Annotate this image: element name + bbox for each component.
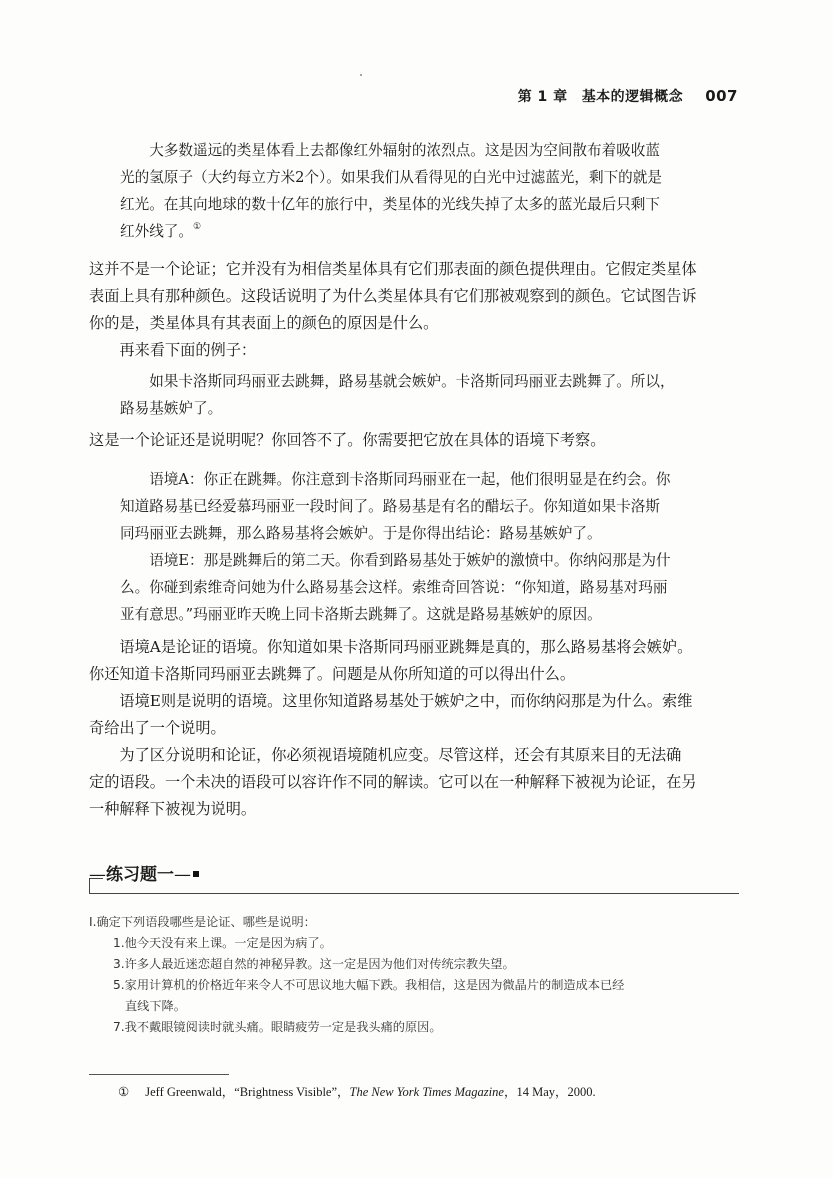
footnote-ref: ① — [192, 222, 202, 232]
context-a-line: 同玛丽亚去跳舞，那么路易基将会嫉妒。于是你得出结论：路易基嫉妒了。 — [120, 525, 602, 542]
exercise-item: 5.家用计算机的价格近年来令人不可思议地大幅下跌。我相信，这是因为微晶片的制造成本已经 — [113, 978, 625, 992]
paragraph-not-argument — [89, 256, 759, 364]
heading-dash-icon: — — [174, 865, 191, 885]
context-a-line: 知道路易基已经爱慕玛丽亚一段时间了。路易基是有名的醋坛子。你知道如果卡洛斯 — [120, 498, 660, 515]
quote-line — [120, 218, 750, 245]
page-number: 007 — [705, 87, 738, 105]
text-line: 定的语段。一个未决的语段可以容许作不同的解读。它可以在一种解释下被视为论证，在另 — [89, 773, 697, 791]
footnote-author: Jeff Greenwald，“Brightness Visible”， — [145, 1085, 350, 1099]
text-line: 奇给出了一个说明。 — [89, 719, 226, 737]
quote-line: 光的氢原子（大约每立方米2个）。如果我们从看得见的白光中过滤蓝光，剩下的就是 — [120, 169, 662, 186]
heading-rule — [89, 893, 739, 894]
exercise-item: 7.我不戴眼镜阅读时就头痛。眼睛疲劳一定是我头痛的原因。 — [113, 1020, 442, 1034]
scan-speck — [360, 74, 362, 76]
running-header — [518, 86, 738, 106]
footnote-rule — [89, 1074, 229, 1075]
text-line: 语境A是论证的语境。你知道如果卡洛斯同玛丽亚跳舞是真的，那么路易基将会嫉妒。 — [119, 638, 693, 656]
text-line: 一种解释下被视为说明。 — [89, 800, 257, 818]
footnote-marker: ① — [118, 1085, 130, 1099]
heading-rule — [89, 878, 90, 893]
footnote — [118, 1082, 596, 1100]
text-line: 再来看下面的例子： — [119, 341, 257, 359]
text-line: 你的是，类星体具有其表面上的颜色的原因是什么。 — [89, 314, 439, 332]
context-e-line: 语境E：那是跳舞后的第二天。你看到路易基处于嫉妒的激愤中。你纳闷那是为什 — [149, 552, 671, 569]
text-line: 你还知道卡洛斯同玛丽亚去跳舞了。问题是从你所知道的可以得出什么。 — [89, 665, 575, 683]
exercise-item: 3.许多人最近迷恋超自然的神秘异教。这一定是因为他们对传统宗教失望。 — [113, 957, 515, 971]
exercise-instruction: Ⅰ.确定下列语段哪些是论证、哪些是说明： — [89, 915, 316, 929]
heading-dash-icon: — — [89, 865, 106, 885]
exercise-list — [89, 912, 749, 1038]
quote-line: 红光。在其向地球的数十亿年的旅行中，类星体的光线失掉了太多的蓝光最后只剩下 — [120, 196, 660, 213]
quote-line: 路易基嫉妒了。 — [120, 400, 223, 417]
paragraph-contexts — [89, 634, 759, 823]
chapter-number: 第 1 章 — [517, 89, 568, 105]
quote-line: 大多数遥远的类星体看上去都像红外辐射的浓烈点。这是因为空间散布着吸收蓝 — [149, 142, 660, 159]
exercise-heading — [89, 864, 199, 886]
context-quotes — [120, 466, 750, 628]
heading-rule — [89, 878, 103, 879]
square-bullet-icon — [193, 871, 199, 877]
footnote-publication: The New York Times Magazine — [349, 1085, 504, 1099]
exercise-item: 1.他今天没有来上课。一定是因为病了。 — [113, 936, 332, 950]
text-line: 为了区分说明和论证，你必须视语境随机应变。尽管这样，还会有其原来目的无法确 — [119, 746, 682, 764]
text-line: 表面上具有那种颜色。这段话说明了为什么类星体具有它们那被观察到的颜色。它试图告诉 — [89, 287, 697, 305]
context-e-line: 么。你碰到索维奇问她为什么路易基会这样。索维奇回答说：“你知道，路易基对玛丽 — [120, 579, 668, 596]
quote-line-text: 红外线了。 — [120, 223, 193, 240]
quote-line: 如果卡洛斯同玛丽亚去跳舞，路易基就会嫉妒。卡洛斯同玛丽亚去跳舞了。所以， — [149, 373, 675, 390]
footnote-date: ，14 May，2000. — [503, 1085, 596, 1099]
exercise-heading-text: 练习题一 — [106, 865, 174, 885]
text-line: 语境E则是说明的语境。这里你知道路易基处于嫉妒之中，而你纳闷那是为什么。索维 — [119, 692, 693, 710]
carlos-quote — [120, 368, 750, 422]
context-a-line: 语境A：你正在跳舞。你注意到卡洛斯同玛丽亚在一起，他们很明显是在约会。你 — [149, 471, 671, 488]
quasar-quote — [120, 137, 750, 245]
exercise-item-continuation: 直线下降。 — [125, 999, 186, 1013]
paragraph-question — [89, 427, 759, 454]
text-line: 这是一个论证还是说明呢？你回答不了。你需要把它放在具体的语境下考察。 — [89, 431, 606, 449]
chapter-title: 基本的逻辑概念 — [581, 89, 684, 105]
text-line: 这并不是一个论证；它并没有为相信类星体具有它们那表面的颜色提供理由。它假定类星体 — [89, 260, 697, 278]
context-e-line: 亚有意思。”玛丽亚昨天晚上同卡洛斯去跳舞了。这就是路易基嫉妒的原因。 — [120, 606, 602, 623]
